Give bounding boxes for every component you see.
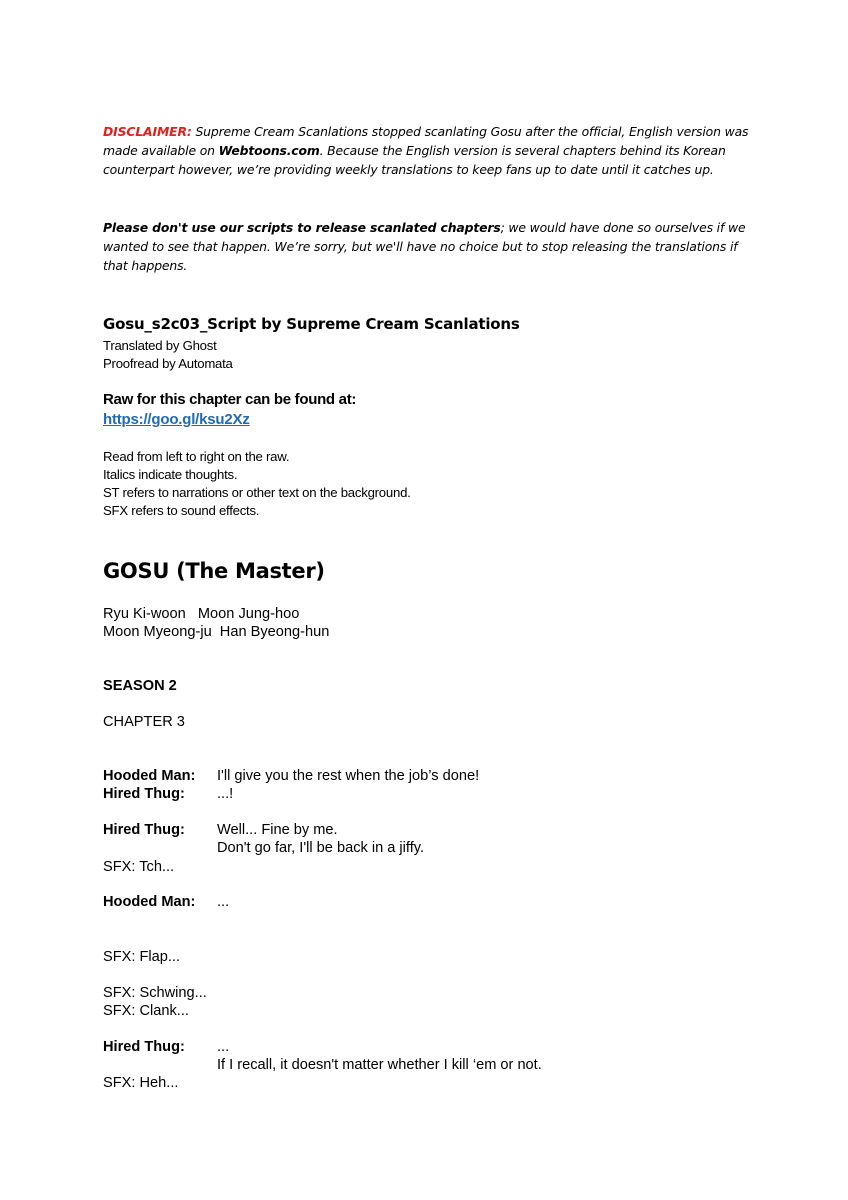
sfx-line: SFX: Flap... <box>103 949 181 965</box>
warning-text: ; we would have done so ourselves if we wanted to see that happen. We’re sorry, but we'll have no choice but to stop releasing the translations if that happens. <box>103 220 746 274</box>
disclaimer-paragraph <box>103 122 763 180</box>
disclaimer-label: DISCLAIMER: <box>103 124 192 139</box>
disclaimer-site: Webtoons.com <box>218 143 320 159</box>
dialogue-line: I'll give you the rest when the job’s done! <box>217 768 480 784</box>
dialogue-line: If I recall, it doesn't matter whether I kill ‘em or not. <box>217 1057 542 1073</box>
note-reading-direction: Read from left to right on the raw. <box>103 449 290 464</box>
dialogue-line: ... <box>217 1039 230 1055</box>
speaker-hired-thug: Hired Thug: <box>103 786 185 802</box>
dialogue-line: Don't go far, I'll be back in a jiffy. <box>217 840 425 856</box>
sfx-line: SFX: Tch... <box>103 859 175 875</box>
season-heading: SEASON 2 <box>103 678 177 694</box>
script-title: Gosu_s2c03_Script by Supreme Cream Scanlations <box>103 315 520 333</box>
document-title: GOSU (The Master) <box>103 559 325 583</box>
sfx-line: SFX: Heh... <box>103 1075 179 1091</box>
dialogue-line: ...! <box>217 786 234 802</box>
cast-line-2: Moon Myeong-ju Han Byeong-hun <box>103 624 330 640</box>
sfx-line: SFX: Schwing... <box>103 985 207 1001</box>
translator-credit: Translated by Ghost <box>103 338 217 353</box>
speaker-hooded-man: Hooded Man: <box>103 768 196 784</box>
disclaimer-text-2: . Because the English version is several chapters behind its Korean counterpart however, we’re providing weekly translations to keep fans up to date until it catches up. <box>103 143 726 178</box>
speaker-hooded-man: Hooded Man: <box>103 894 196 910</box>
chapter-heading: CHAPTER 3 <box>103 714 185 730</box>
note-italics: Italics indicate thoughts. <box>103 467 238 482</box>
disclaimer-text-1: Supreme Cream Scanlations stopped scanlating Gosu after the official, English version was made available on <box>103 124 749 159</box>
raw-link[interactable]: https://goo.gl/ksu2Xz <box>103 411 250 428</box>
sfx-line: SFX: Clank... <box>103 1003 189 1019</box>
speaker-hired-thug: Hired Thug: <box>103 822 185 838</box>
warning-bold: Please don't use our scripts to release scanlated chapters <box>103 220 501 235</box>
raw-heading: Raw for this chapter can be found at: <box>103 391 357 408</box>
warning-paragraph <box>103 218 763 276</box>
dialogue-line: ... <box>217 894 230 910</box>
dialogue-line: Well... Fine by me. <box>217 822 338 838</box>
speaker-hired-thug: Hired Thug: <box>103 1039 185 1055</box>
note-sfx: SFX refers to sound effects. <box>103 503 260 518</box>
proofreader-credit: Proofread by Automata <box>103 356 233 371</box>
cast-line-1: Ryu Ki-woon Moon Jung-hoo <box>103 606 300 622</box>
note-st: ST refers to narrations or other text on the background. <box>103 485 411 500</box>
